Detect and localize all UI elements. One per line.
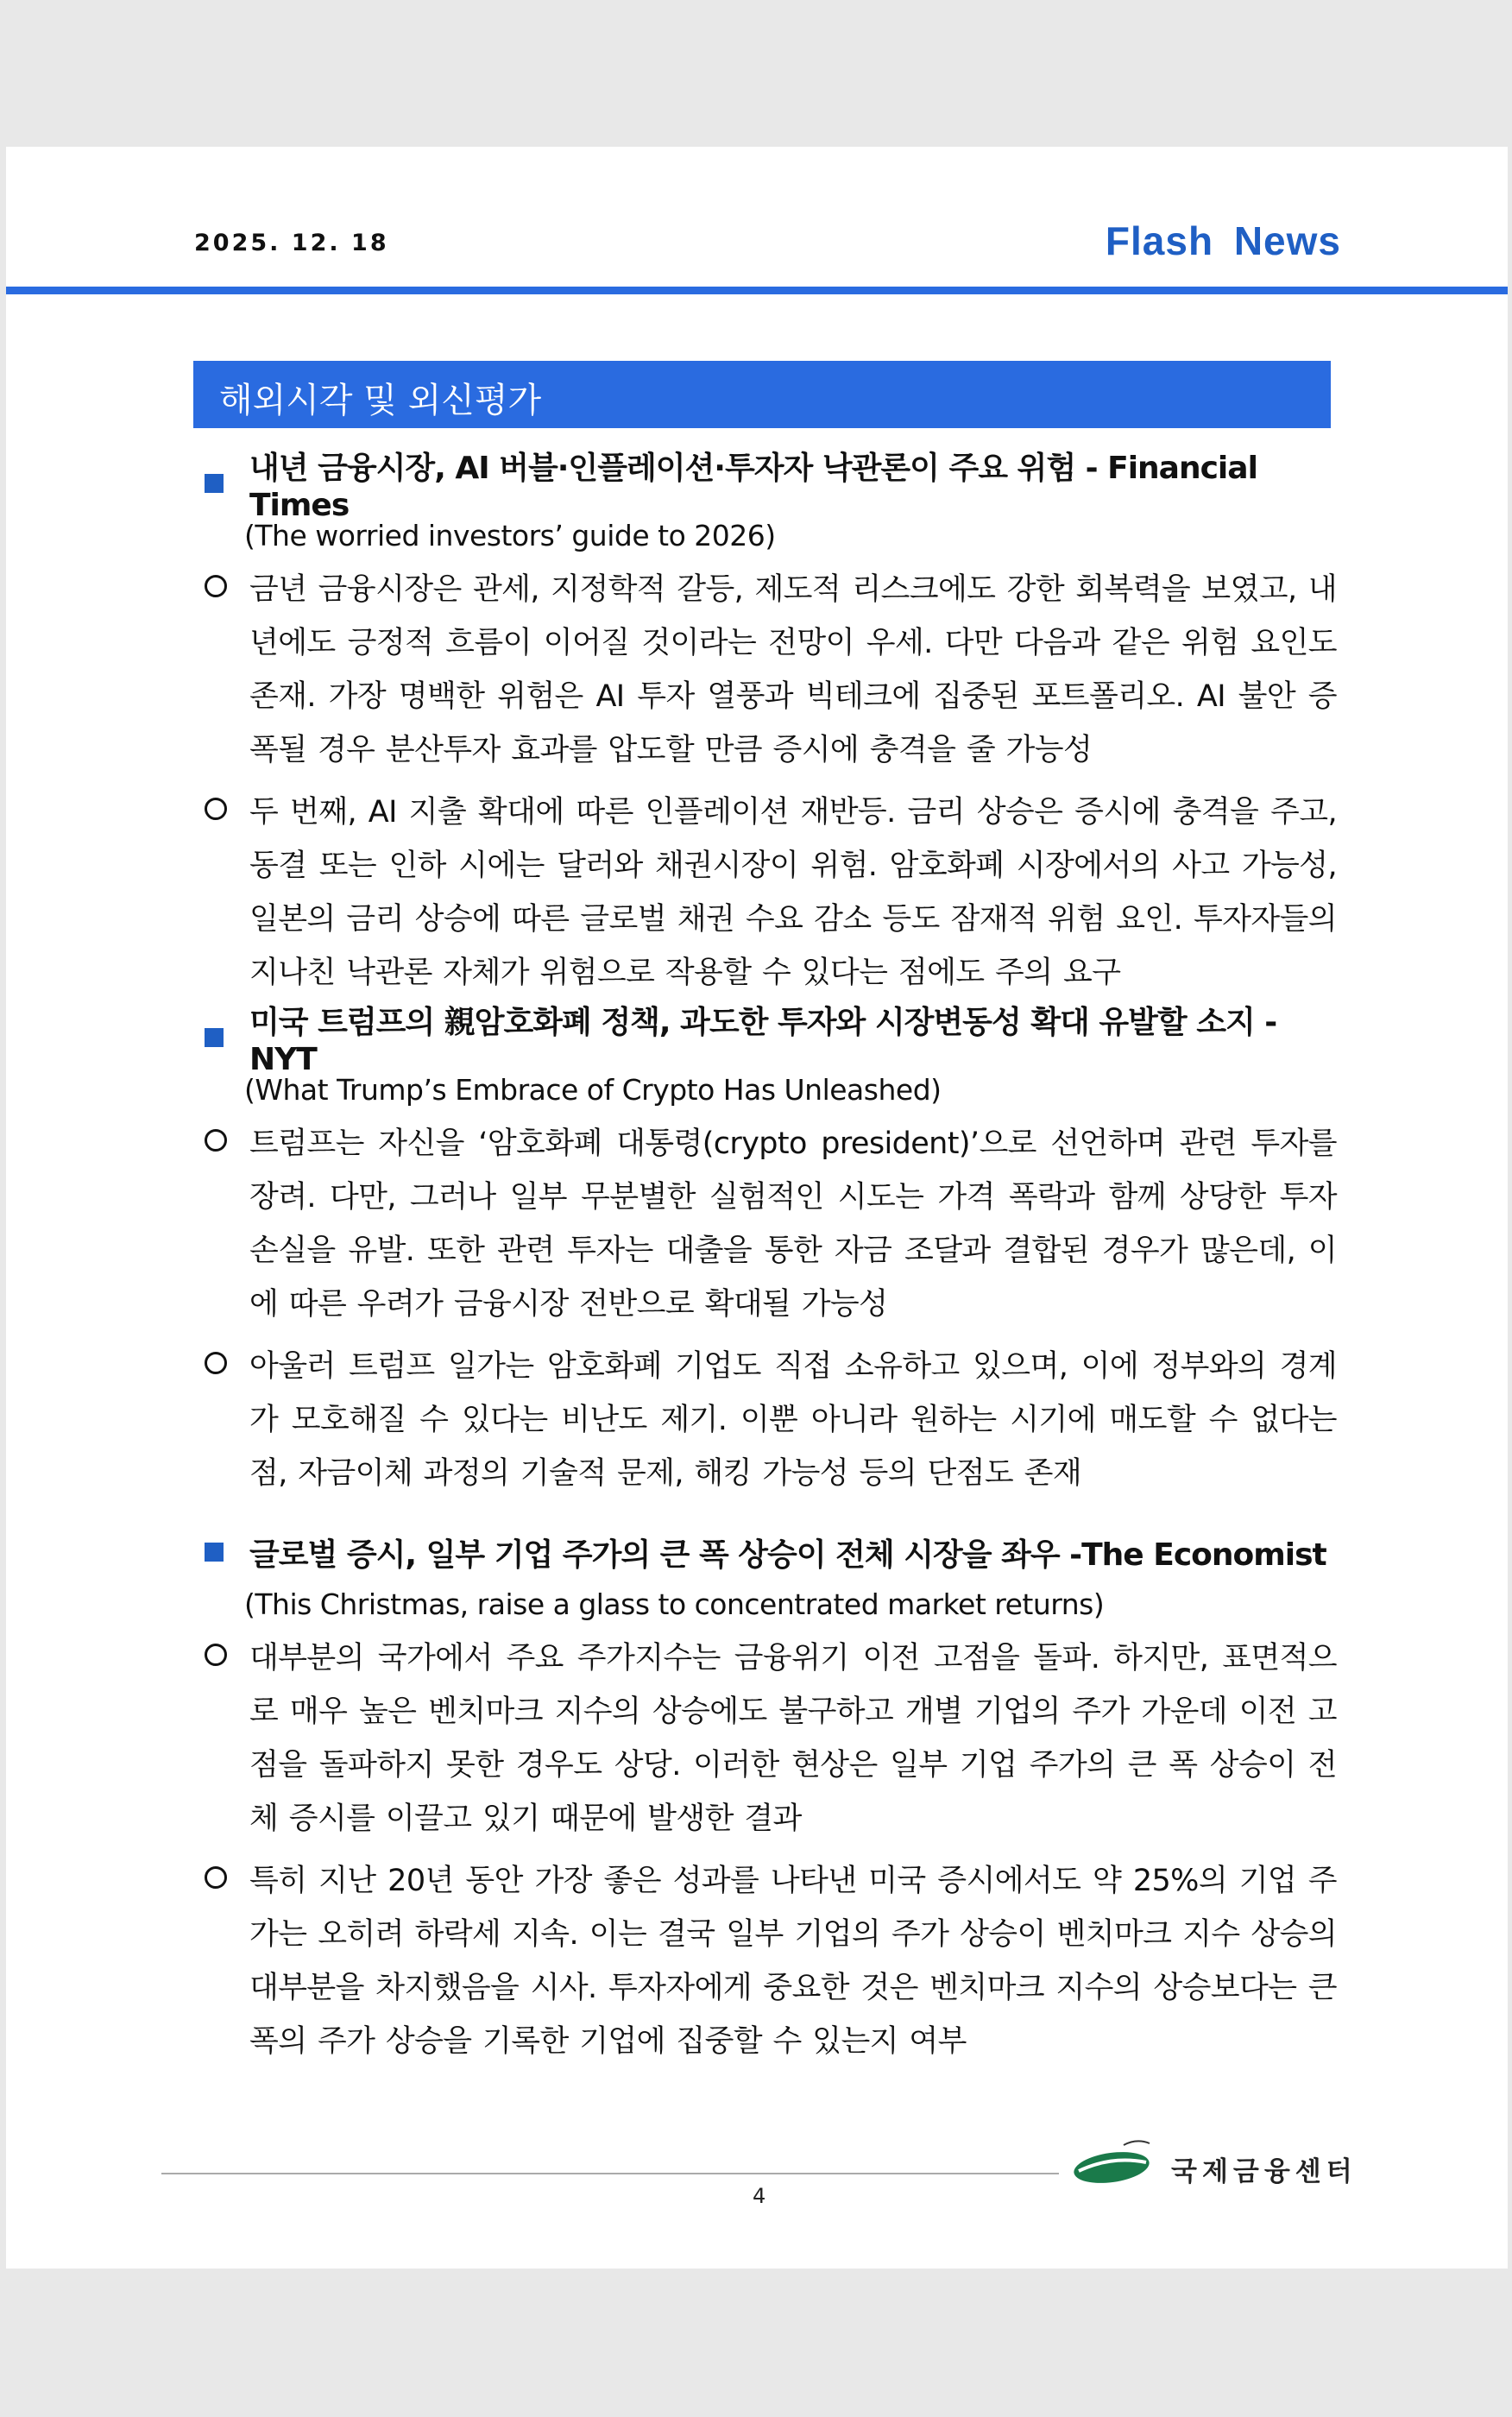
article-bullet (205, 1117, 1337, 1331)
bullet-text: 아울러 트럼프 일가는 암호화폐 기업도 직접 소유하고 있으며, 이에 정부와의 경계가 모호해질 수 있다는 비난도 제기. 이뿐 아니라 원하는 시기에 매도할 수 없다는 점, 자금이체 과정의 기술적 문제, 해킹 가능성 등의 단점도 존재 (249, 1349, 1337, 1491)
headline-text: 미국 트럼프의 親암호화폐 정책, 과도한 투자와 시장변동성 확대 유발할 소지 - NYT (249, 1005, 1277, 1077)
article-economist (205, 1526, 1337, 2068)
headline-text: 글로벌 증시, 일부 기업 주가의 큰 폭 상승이 전체 시장을 좌우 -The Economist (249, 1537, 1326, 1573)
report-date: 2025. 12. 18 (194, 230, 389, 256)
article-headline (205, 1526, 1337, 1578)
article-bullet (205, 1340, 1337, 1500)
circle-bullet-icon (205, 575, 227, 597)
article-bullet (205, 786, 1337, 1000)
square-bullet-icon (205, 1028, 224, 1047)
bullet-text: 트럼프는 자신을 ‘암호화폐 대통령(crypto president)’으로 선언하며 관련 투자를 장려. 다만, 그러나 일부 무분별한 실험적인 시도는 가격 폭락과 함께 상당한 투자 손실을 유발. 또한 관련 투자는 대출을 통한 자금 조달과 결합된 경우가 많은데, 이에 따른 우려가 금융시장 전반으로 확대될 가능성 (249, 1126, 1337, 1322)
bullet-text: 금년 금융시장은 관세, 지정학적 갈등, 제도적 리스크에도 강한 회복력을 보였고, 내년에도 긍정적 흐름이 이어질 것이라는 전망이 우세. 다만 다음과 같은 위험 요인도 존재. 가장 명백한 위험은 AI 투자 열풍과 빅테크에 집중된 포트폴리오. AI 불안 증폭될 경우 분산투자 효과를 압도할 만큼 증시에 충격을 줄 가능성 (249, 572, 1337, 767)
circle-bullet-icon (205, 1866, 227, 1889)
headline-text: 내년 금융시장, AI 버블·인플레이션·투자자 낙관론이 주요 위험 - Financial Times (249, 451, 1257, 523)
header-rule (6, 287, 1508, 294)
article-subtitle: (What Trump’s Embrace of Crypto Has Unleashed) (244, 1073, 942, 1107)
circle-bullet-icon (205, 1644, 227, 1666)
article-headline (205, 451, 1337, 523)
document-page (6, 147, 1508, 2269)
article-ft (205, 451, 1337, 1000)
circle-bullet-icon (205, 1352, 227, 1374)
bullet-text: 두 번째, AI 지출 확대에 따른 인플레이션 재반등. 금리 상승은 증시에 충격을 주고, 동결 또는 인하 시에는 달러와 채권시장이 위험. 암호화폐 시장에서의 사고 가능성, 일본의 금리 상승에 따른 글로벌 채권 수요 감소 등도 잠재적 위험 요인. 투자자들의 지나친 낙관론 자체가 위험으로 작용할 수 있다는 점에도 주의 요구 (249, 795, 1337, 990)
article-subtitle: (This Christmas, raise a glass to concentrated market returns) (244, 1587, 1105, 1621)
section-title: 해외시각 및 외신평가 (219, 381, 542, 420)
footer-rule (161, 2173, 1059, 2174)
square-bullet-icon (205, 474, 224, 493)
bullet-text: 특히 지난 20년 동안 가장 좋은 성과를 나타낸 미국 증시에서도 약 25%의 기업 주가는 오히려 하락세 지속. 이는 결국 일부 기업의 주가 상승이 벤치마크 지수 상승의 대부분을 차지했음을 시사. 투자자에게 중요한 것은 벤치마크 지수의 상승보다는 큰 폭의 주가 상승을 기록한 기업에 집중할 수 있는지 여부 (249, 1864, 1337, 2059)
bullet-text: 대부분의 국가에서 주요 주가지수는 금융위기 이전 고점을 돌파. 하지만, 표면적으로 매우 높은 벤치마크 지수의 상승에도 불구하고 개별 기업의 주가 가운데 이전 고점을 돌파하지 못한 경우도 상당. 이러한 현상은 일부 기업 주가의 큰 폭 상승이 전체 증시를 이끌고 있기 때문에 발생한 결과 (249, 1641, 1337, 1836)
page-number: 4 (753, 2184, 766, 2208)
kcif-logo-icon (1072, 2136, 1154, 2188)
org-name: 국제금융센터 (1171, 2156, 1358, 2187)
article-bullet (205, 1631, 1337, 1846)
article-nyt (205, 1005, 1337, 1500)
article-bullet (205, 1854, 1337, 2068)
circle-bullet-icon (205, 798, 227, 820)
section-header (193, 361, 1331, 428)
square-bullet-icon (205, 1543, 224, 1562)
article-headline (205, 1005, 1337, 1077)
article-bullet (205, 563, 1337, 777)
circle-bullet-icon (205, 1129, 227, 1152)
brand-title: Flash News (1105, 218, 1341, 263)
articles-container (205, 451, 1337, 2077)
article-subtitle: (The worried investors’ guide to 2026) (244, 519, 776, 552)
